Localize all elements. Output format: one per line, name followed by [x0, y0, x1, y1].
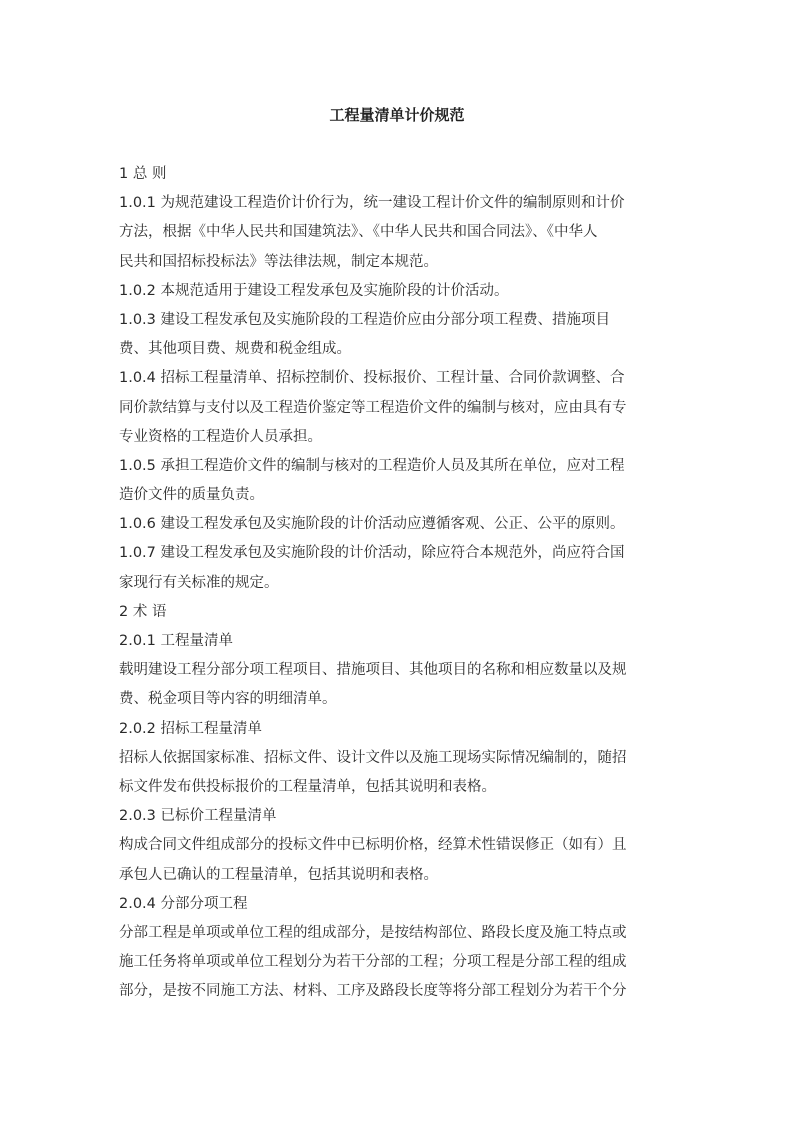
text-line: 费、税金项目等内容的明细清单。: [119, 691, 337, 708]
document-title: 工程量清单计价规范: [329, 106, 465, 124]
text-line: 2.0.3 已标价工程量清单: [119, 808, 277, 825]
text-line: 家现行有关标准的规定。: [119, 574, 279, 591]
text-line: 1.0.6 建设工程发承包及实施阶段的计价活动应遵循客观、公正、公平的原则。: [119, 516, 625, 533]
text-line: 招标人依据国家标准、招标文件、设计文件以及施工现场实际情况编制的，随招: [119, 749, 627, 766]
text-line: 同价款结算与支付以及工程造价鉴定等工程造价文件的编制与核对，应由具有专: [119, 399, 627, 416]
text-line: 1.0.4 招标工程量清单、招标控制价、投标报价、工程计量、合同价款调整、合: [119, 370, 625, 387]
text-line: 方法，根据《中华人民共和国建筑法》、《中华人民共和国合同法》、《中华人: [119, 224, 598, 241]
text-line: 造价文件的质量负责。: [119, 487, 264, 504]
text-line: 分部工程是单项或单位工程的组成部分，是按结构部位、路段长度及施工特点或: [119, 924, 627, 941]
text-line: 1 总 则: [119, 166, 167, 182]
text-line: 2.0.1 工程量清单: [119, 633, 234, 649]
text-line: 施工任务将单项或单位工程划分为若干分部的工程；分项工程是分部工程的组成: [119, 954, 627, 971]
text-line: 1.0.3 建设工程发承包及实施阶段的工程造价应由分部分项工程费、措施项目: [119, 311, 611, 328]
text-line: 2.0.2 招标工程量清单: [119, 720, 263, 737]
text-line: 1.0.7 建设工程发承包及实施阶段的计价活动，除应符合本规范外，尚应符合国: [119, 545, 625, 562]
text-line: 构成合同文件组成部分的投标文件中已标明价格，经算术性错误修正（如有）且: [119, 837, 627, 854]
text-line: 民共和国招标投标法》等法律法规，制定本规范。: [119, 253, 438, 270]
document-body: [119, 160, 679, 1006]
text-line: 承包人已确认的工程量清单，包括其说明和表格。: [119, 866, 438, 883]
text-line: 1.0.2 本规范适用于建设工程发承包及实施阶段的计价活动。: [119, 282, 509, 299]
text-line: 1.0.5 承担工程造价文件的编制与核对的工程造价人员及其所在单位，应对工程: [119, 457, 625, 474]
text-line: 1.0.1 为规范建设工程造价计价行为，统一建设工程计价文件的编制原则和计价: [119, 195, 625, 212]
text-line: 2 术 语: [119, 603, 167, 620]
text-line: 费、其他项目费、规费和税金组成。: [119, 341, 351, 358]
text-line: 部分，是按不同施工方法、材料、工序及路段长度等将分部工程划分为若干个分: [119, 983, 627, 1000]
text-line: 标文件发布供投标报价的工程量清单，包括其说明和表格。: [119, 778, 496, 795]
text-line: 专业资格的工程造价人员承担。: [119, 428, 322, 445]
text-line: 2.0.4 分部分项工程: [119, 895, 248, 912]
text-line: 载明建设工程分部分项工程项目、措施项目、其他项目的名称和相应数量以及规: [119, 662, 627, 679]
